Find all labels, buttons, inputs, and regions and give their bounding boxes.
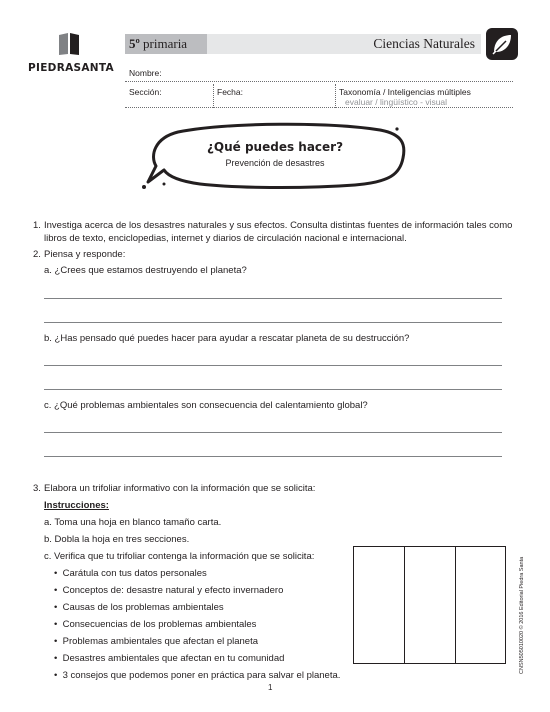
bullet-icon: • — [54, 568, 58, 579]
bullet-icon: • — [54, 636, 58, 647]
q2a-text: a. ¿Crees que estamos destruyendo el planeta? — [44, 265, 247, 276]
q2c-text: c. ¿Qué problemas ambientales son consecuencia del calentamiento global? — [44, 400, 368, 411]
name-line[interactable] — [125, 81, 513, 82]
answer-line[interactable] — [44, 365, 502, 366]
trifold-fold — [404, 547, 405, 663]
publisher-name: PIEDRASANTA — [28, 62, 114, 74]
bullet-item: • 3 consejos que podemos poner en práctica para salvar el planeta. — [54, 670, 341, 681]
trifold-diagram — [353, 546, 506, 664]
answer-line[interactable] — [44, 432, 502, 433]
answer-line[interactable] — [44, 389, 502, 390]
copyright-note: CNSN505010020 © 2016 Editorial Piedra Santa — [519, 556, 525, 674]
q1-number: 1. — [33, 220, 41, 231]
section-line — [125, 107, 513, 108]
activity-title: ¿Qué puedes hacer? — [206, 140, 344, 154]
book-logo-icon — [58, 32, 80, 56]
activity-subtitle: Prevención de desastres — [225, 158, 325, 168]
bullet-item: • Problemas ambientales que afectan el planeta — [54, 636, 259, 647]
page-number: 1 — [268, 683, 273, 692]
bullet-item: • Consecuencias de los problemas ambientales — [54, 619, 257, 630]
bullet-icon: • — [54, 619, 58, 630]
bullet-icon: • — [54, 602, 58, 613]
answer-line[interactable] — [44, 298, 502, 299]
date-label: Fecha: — [217, 87, 243, 97]
bullet-icon: • — [54, 653, 58, 664]
taxonomy-value: evaluar / lingüístico - visual — [345, 97, 448, 107]
q1-text-line2: libros de texto, enciclopedias, internet y diarios de circulación nacional e internacional. — [44, 233, 407, 244]
grade-number: 5º — [129, 36, 140, 51]
grade-word: primaria — [143, 36, 188, 51]
name-label: Nombre: — [129, 68, 162, 78]
answer-line[interactable] — [44, 456, 502, 457]
bullet-item: • Conceptos de: desastre natural y efecto invernadero — [54, 585, 284, 596]
header-divider — [335, 84, 336, 108]
grade-label — [129, 36, 187, 52]
bullet-item: • Carátula con tus datos personales — [54, 568, 207, 579]
header-divider — [213, 84, 214, 108]
bullet-item: • Causas de los problemas ambientales — [54, 602, 224, 613]
answer-line[interactable] — [44, 322, 502, 323]
q3-number: 3. — [33, 483, 41, 494]
section-label: Sección: — [129, 87, 162, 97]
q2b-text: b. ¿Has pensado qué puedes hacer para ayudar a rescatar planeta de su destrucción? — [44, 333, 410, 344]
q1-text-line1: Investiga acerca de los desastres naturales y sus efectos. Consulta distintas fuentes de información tales como — [44, 220, 513, 231]
leaf-icon — [489, 31, 515, 57]
instruction-b: b. Dobla la hoja en tres secciones. — [44, 534, 190, 545]
instruction-c: c. Verifica que tu trifoliar contenga la información que se solicita: — [44, 551, 315, 562]
bullet-item: • Desastres ambientales que afectan en tu comunidad — [54, 653, 285, 664]
trifold-fold — [455, 547, 456, 663]
subject-title: Ciencias Naturales — [373, 36, 475, 51]
instructions-title: Instrucciones: — [44, 500, 109, 511]
q2-text: Piensa y responde: — [44, 249, 126, 260]
q3-text: Elabora un trifoliar informativo con la información que se solicita: — [44, 483, 316, 494]
instruction-a: a. Toma una hoja en blanco tamaño carta. — [44, 517, 222, 528]
leaf-badge — [486, 28, 518, 60]
bullet-icon: • — [54, 670, 58, 681]
q2-number: 2. — [33, 249, 41, 260]
subject-bar — [207, 34, 481, 54]
bullet-icon: • — [54, 585, 58, 596]
grade-bar — [125, 34, 207, 54]
taxonomy-label: Taxonomía / Inteligencias múltiples — [339, 87, 471, 97]
